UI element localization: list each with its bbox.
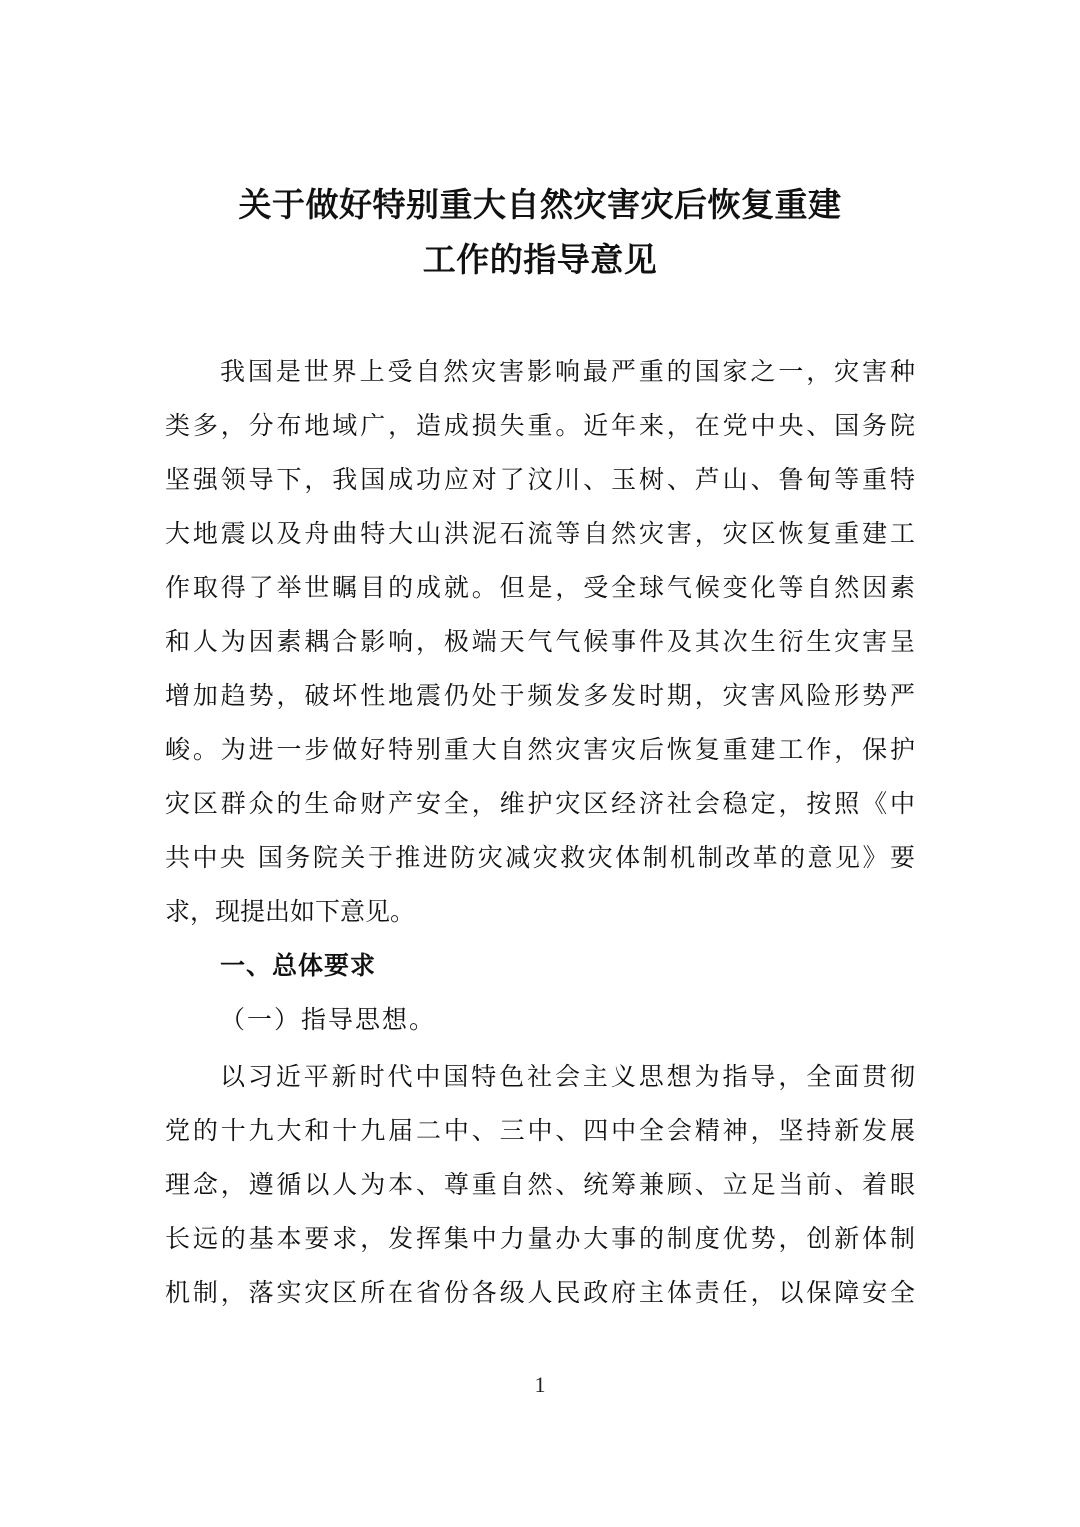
intro-line: 作取得了举世瞩目的成就。但是，受全球气候变化等自然因素	[165, 573, 915, 602]
body-line: 长远的基本要求，发挥集中力量办大事的制度优势，创新体制	[165, 1224, 915, 1253]
intro-line: 坚强领导下，我国成功应对了汶川、玉树、芦山、鲁甸等重特	[165, 465, 915, 494]
intro-line: 增加趋势，破坏性地震仍处于频发多发时期，灾害风险形势严	[165, 681, 915, 710]
intro-line: 我国是世界上受自然灾害影响最严重的国家之一，灾害种	[220, 357, 915, 386]
intro-line: 类多，分布地域广，造成损失重。近年来，在党中央、国务院	[165, 411, 915, 440]
body-line: 机制，落实灾区所在省份各级人民政府主体责任，以保障安全	[165, 1278, 915, 1307]
intro-line: 大地震以及舟曲特大山洪泥石流等自然灾害，灾区恢复重建工	[165, 519, 915, 548]
section-heading: 一、总体要求	[220, 951, 377, 980]
intro-line: 共中央 国务院关于推进防灾减灾救灾体制机制改革的意见》要	[165, 843, 915, 872]
document-title-line-1: 关于做好特别重大自然灾害灾后恢复重建	[238, 185, 842, 224]
intro-line: 求，现提出如下意见。	[165, 897, 416, 926]
intro-line: 峻。为进一步做好特别重大自然灾害灾后恢复重建工作，保护	[165, 735, 915, 764]
section-subheading: （一）指导思想。	[220, 1005, 437, 1034]
intro-line: 灾区群众的生命财产安全，维护灾区经济社会稳定，按照《中	[165, 789, 915, 818]
body-line: 以习近平新时代中国特色社会主义思想为指导，全面贯彻	[220, 1062, 915, 1091]
page-number: 1	[534, 1372, 546, 1397]
body-line: 理念，遵循以人为本、尊重自然、统筹兼顾、立足当前、着眼	[165, 1170, 915, 1199]
document-title-line-2: 工作的指导意见	[422, 240, 658, 279]
body-line: 党的十九大和十九届二中、三中、四中全会精神，坚持新发展	[165, 1116, 915, 1145]
intro-line: 和人为因素耦合影响，极端天气气候事件及其次生衍生灾害呈	[165, 627, 915, 656]
